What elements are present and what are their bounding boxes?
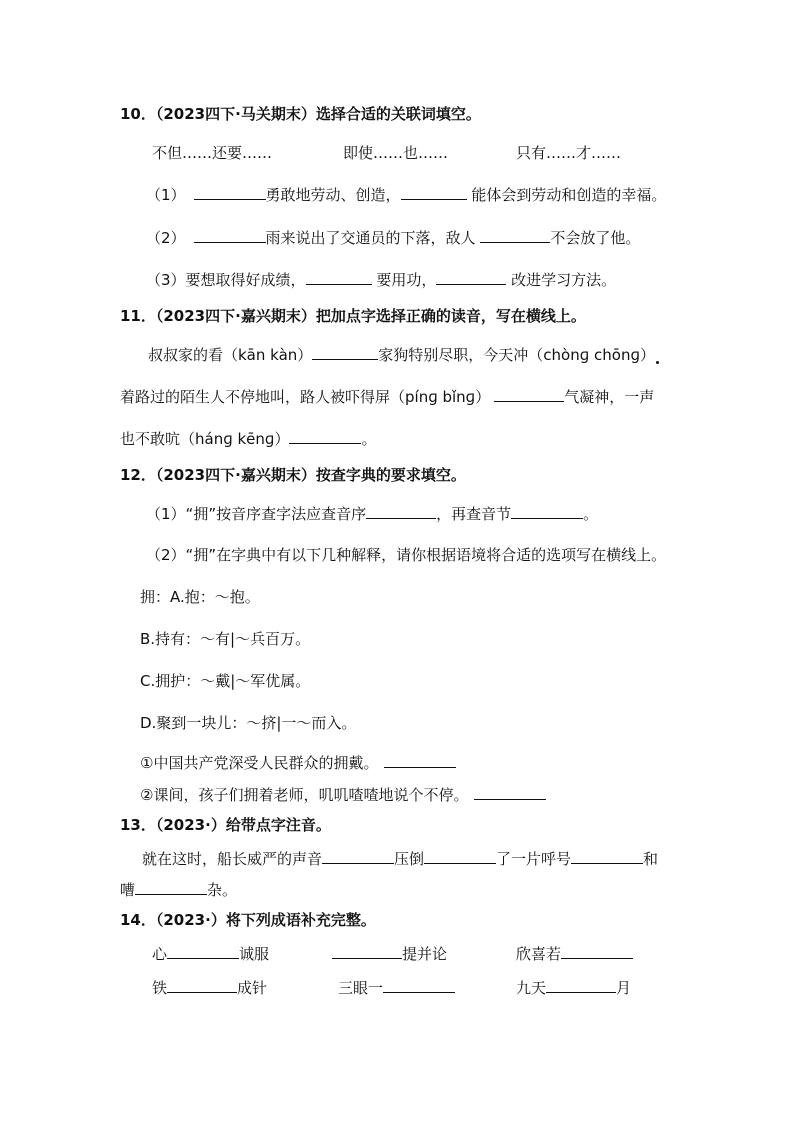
q12-example-1: [140, 752, 456, 773]
q12-s1-text: （1）“拥”按音序查字法应查音序: [146, 505, 367, 523]
q10-title: 10．（2023四下·马关期末）选择合适的关联词填空。: [120, 105, 481, 123]
q14-i5-head: 三眼一: [338, 979, 384, 997]
q11-blank-2[interactable]: [494, 386, 564, 402]
q10-l2-text: 雨来说出了交通员的下落，敌人: [265, 229, 481, 247]
q10-line-2: [146, 227, 640, 248]
q11-p1-text: 叔叔家的看（kān kàn）: [148, 346, 313, 364]
q14-blank-2[interactable]: [332, 943, 402, 959]
q10-blank-3a[interactable]: [306, 269, 372, 285]
q11-p2-text: 着路过的陌生人不停地叫，路人被吓得屏（pínɡ bǐnɡ）: [120, 388, 491, 406]
q11-para-1: [148, 344, 659, 365]
q14-blank-3[interactable]: [561, 943, 633, 959]
q12-blank-2[interactable]: [511, 503, 583, 519]
q12-def-c: C.拥护：～戴|～军优属。: [140, 672, 311, 690]
q14-blank-5[interactable]: [383, 977, 455, 993]
q14-idiom-3: [516, 943, 633, 964]
q13-r1-mid: 压倒: [394, 850, 425, 868]
q14-idiom-5: [338, 977, 455, 998]
q12-blank-1[interactable]: [366, 503, 436, 519]
q12-e2-text: ②课间，孩子们拥着老师，叽叽喳喳地说个不停。: [140, 786, 469, 804]
q10-option-3: 只有……才……: [516, 144, 622, 162]
q14-i6-tail: 月: [616, 979, 632, 997]
q11-p3-text: 也不敢吭（hánɡ kēnɡ）: [120, 430, 290, 448]
q11-blank-3[interactable]: [289, 428, 361, 444]
q13-r2-text: 嘈: [120, 881, 136, 899]
q13-r1-tail: 和: [643, 850, 659, 868]
q13-blank-1[interactable]: [322, 848, 394, 864]
q10-option-1: 不但……还要……: [152, 144, 273, 162]
q13-blank-2[interactable]: [424, 848, 496, 864]
q10-l1-tail: 能体会到劳动和创造的幸福。: [466, 186, 667, 204]
q10-l3-text: （3）要想取得好成绩，: [146, 271, 306, 289]
q13-line-2: [120, 879, 237, 900]
q11-title: 11．（2023四下·嘉兴期末）把加点字选择正确的读音，写在横线上。: [120, 307, 586, 325]
q11-p2-tail: 气凝神，一声: [564, 388, 655, 406]
q14-title: 14．（2023·）将下列成语补充完整。: [120, 911, 376, 929]
q14-idiom-4: [152, 977, 267, 998]
q14-i4-head: 铁: [152, 979, 168, 997]
q10-line-1: [146, 184, 666, 205]
q12-e1-text: ①中国共产党深受人民群众的拥戴。: [140, 754, 379, 772]
q14-idiom-1: [152, 943, 269, 964]
q10-blank-2b[interactable]: [480, 227, 550, 243]
q12-def-b: B.持有：～有|～兵百万。: [140, 630, 311, 648]
q12-blank-4[interactable]: [474, 784, 546, 800]
q12-s1-mid: ，再查音节: [436, 505, 512, 523]
q14-i1-tail: 诚服: [239, 945, 270, 963]
q12-blank-3[interactable]: [384, 752, 456, 768]
q11-para-3: [120, 428, 376, 449]
q12-sub-2: （2）“拥”在字典中有以下几种解释，请你根据语境将合适的选项写在横线上。: [146, 546, 667, 564]
q12-title: 12．（2023四下·嘉兴期末）按查字典的要求填空。: [120, 466, 466, 484]
q12-def-d: D.聚到一块儿：～挤|一～而入。: [140, 714, 357, 732]
q14-i6-head: 九天: [516, 979, 547, 997]
q13-blank-4[interactable]: [135, 879, 207, 895]
q10-option-2: 即使……也……: [343, 144, 449, 162]
q14-i2-tail: 提并论: [402, 945, 448, 963]
q13-r2-tail: 杂。: [207, 881, 238, 899]
q10-line-3: [146, 269, 616, 290]
q12-sub-1: [146, 503, 598, 524]
q10-l3-mid: 要用功，: [371, 271, 437, 289]
q13-title: 13．（2023·）给带点字注音。: [120, 816, 331, 834]
q13-r1-mid2: 了一片呼号: [496, 850, 572, 868]
emphasis-dot: [656, 361, 659, 364]
q14-i3-head: 欣喜若: [516, 945, 562, 963]
q10-blank-1a[interactable]: [194, 184, 266, 200]
q13-line-1: [142, 848, 658, 869]
q14-idiom-6: [516, 977, 631, 998]
q14-blank-1[interactable]: [167, 943, 239, 959]
q10-l2-num: （2）: [146, 229, 186, 247]
q14-i4-tail: 成针: [237, 979, 268, 997]
q11-para-2: [120, 386, 654, 407]
q11-blank-1[interactable]: [312, 344, 378, 360]
q10-l1-text: 勇敢地劳动、创造，: [265, 186, 401, 204]
q10-l1-num: （1）: [146, 186, 186, 204]
q14-blank-6[interactable]: [546, 977, 616, 993]
q10-blank-2a[interactable]: [194, 227, 266, 243]
q12-example-2: [140, 784, 546, 805]
q11-p1-tail: 家狗特别尽职，今天冲（chònɡ chōnɡ）: [378, 346, 655, 364]
q13-blank-3[interactable]: [571, 848, 643, 864]
q10-l2-tail: 不会放了他。: [550, 229, 641, 247]
q10-l3-tail: 改进学习方法。: [506, 271, 617, 289]
q14-idiom-2: [332, 943, 447, 964]
q10-blank-3b[interactable]: [436, 269, 506, 285]
q12-s1-tail: 。: [583, 505, 599, 523]
q11-p3-tail: 。: [361, 430, 377, 448]
q10-blank-1b[interactable]: [401, 184, 467, 200]
q13-r1-text: 就在这时，船长威严的声音: [142, 850, 323, 868]
q12-def-a: 拥：A.抱：～抱。: [140, 588, 260, 606]
q14-blank-4[interactable]: [167, 977, 237, 993]
q14-i1-head: 心: [152, 945, 168, 963]
